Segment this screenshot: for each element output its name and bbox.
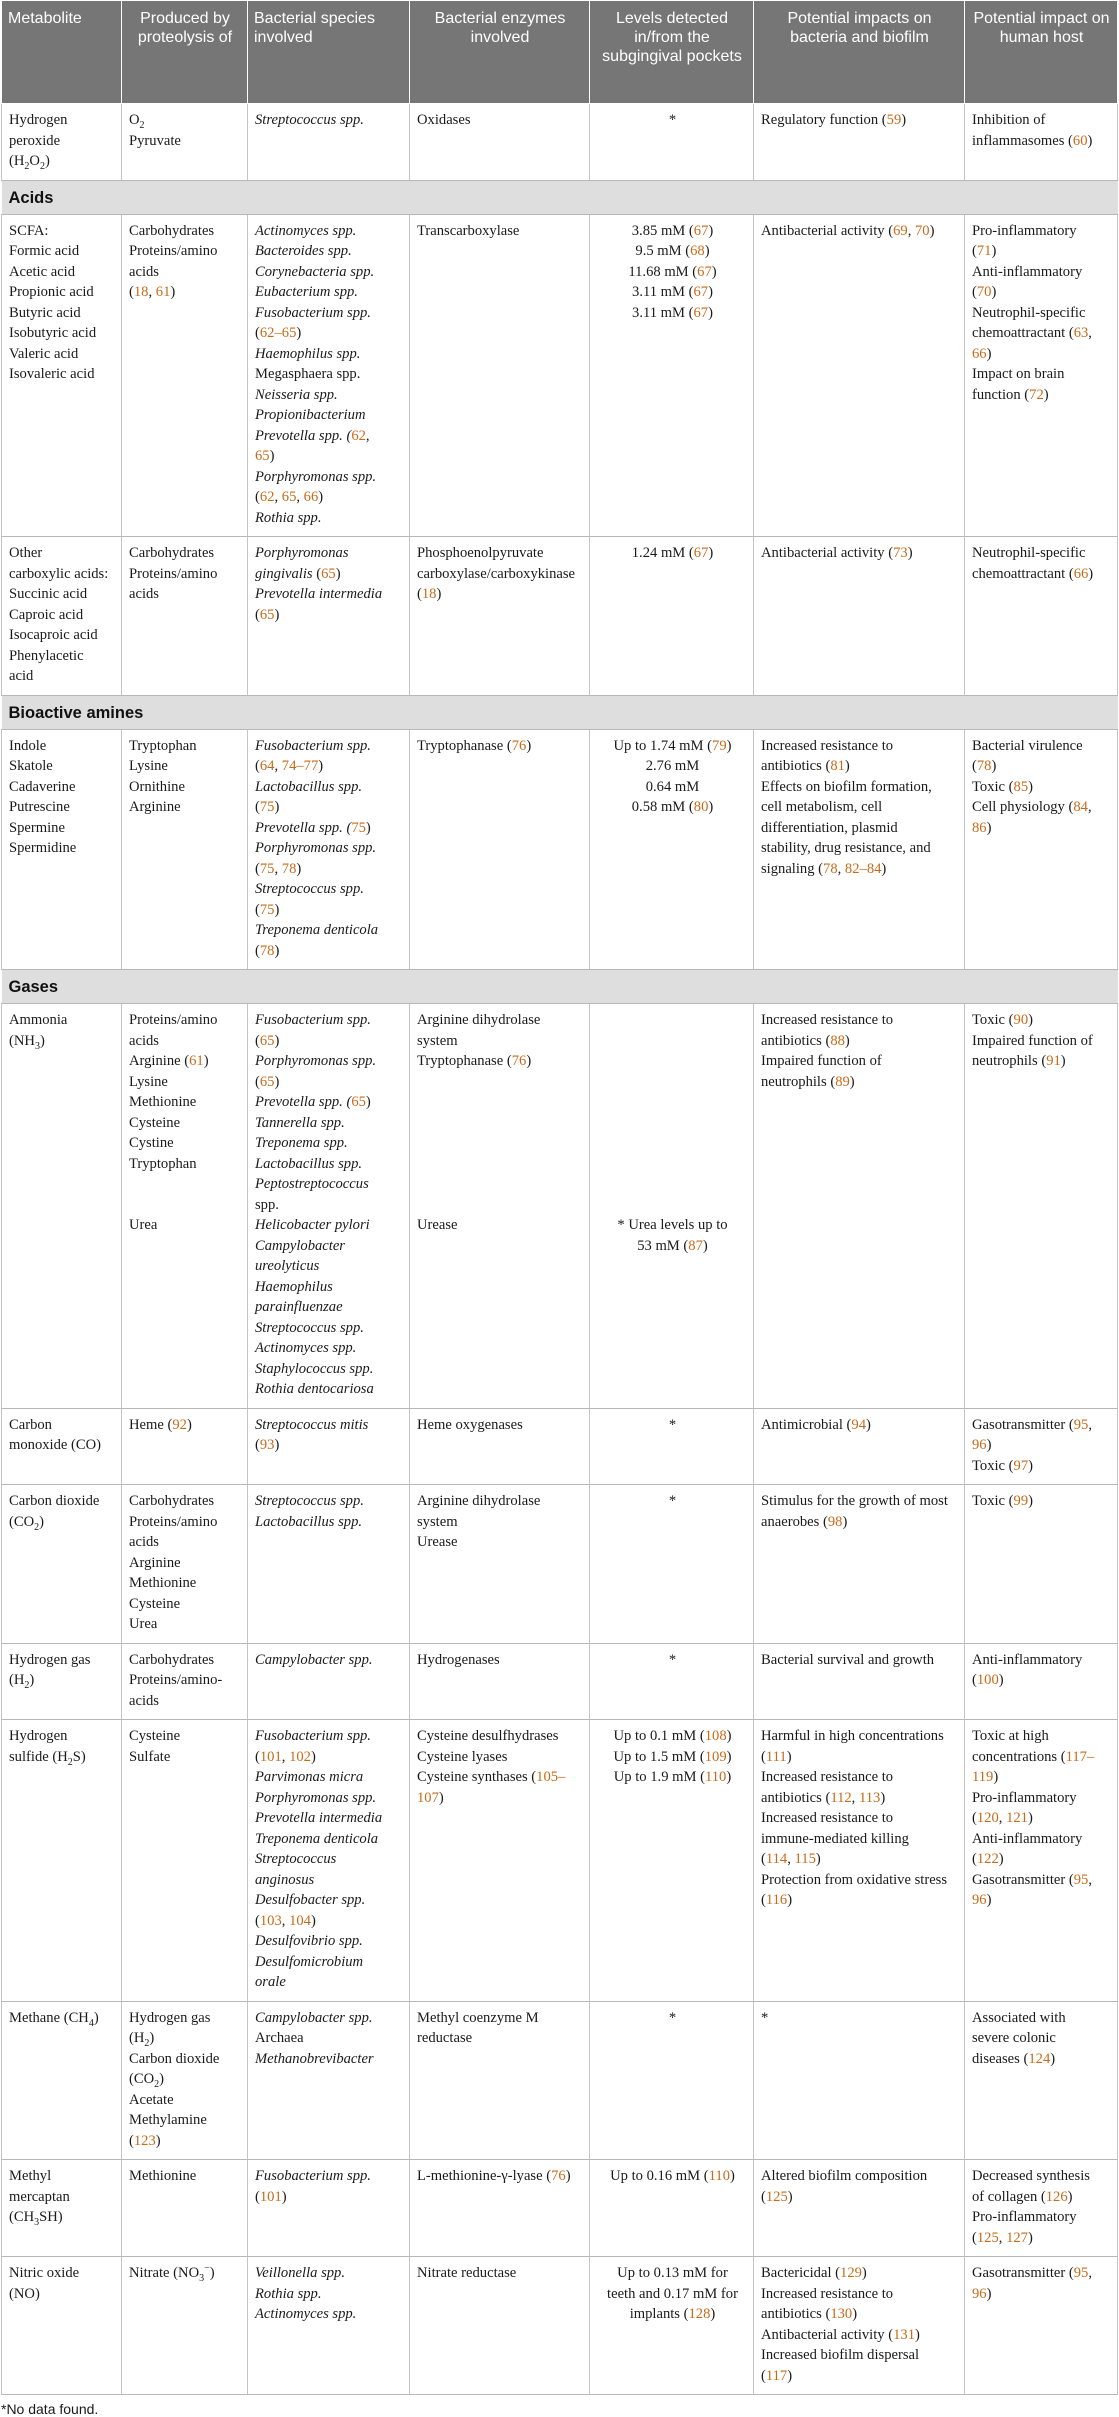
section-row-gases <box>2 970 1118 1004</box>
cell-impact-host: Toxic at high concentrations (117– 119) Pro-inflammatory (120, 121) Anti-inflammatory (122) Gasotransmitter (95, 96) <box>965 1720 1118 2002</box>
table-footnote: *No data found. <box>1 2401 99 2417</box>
cell-produced-by: Heme (92) <box>122 1408 248 1485</box>
cell-impact-host: Decreased synthesis of collagen (126) Pro-inflammatory (125, 127) <box>965 2160 1118 2257</box>
section-title-gases: Gases <box>2 970 1118 1004</box>
cell-metabolite: Other carboxylic acids: Succinic acid Caproic acid Isocaproic acid Phenylacetic acid <box>2 537 122 696</box>
table-row <box>2 1004 1118 1409</box>
cell-impact-host: Anti-inflammatory (100) <box>965 1643 1118 1720</box>
cell-species: Streptococcus spp. Lactobacillus spp. <box>248 1485 410 1644</box>
cell-impact-bacteria: Regulatory function (59) <box>754 104 965 181</box>
table-row <box>2 1720 1118 2002</box>
cell-levels: * <box>590 104 754 181</box>
cell-levels: * <box>590 1408 754 1485</box>
cell-impact-host: Gasotransmitter (95, 96) <box>965 2257 1118 2395</box>
cell-metabolite: Hydrogen gas $(H_2)$ <box>2 1643 122 1720</box>
cell-metabolite: Hydrogen peroxide $(H_2O_2)$ <box>2 104 122 181</box>
metabolites-table <box>1 0 1118 2395</box>
section-title-acids: Acids <box>2 180 1118 214</box>
cell-enzymes: L-methionine-γ-lyase (76) <box>410 2160 590 2257</box>
cell-levels: * <box>590 2001 754 2160</box>
header-bacterial-species: Bacterial species involved <box>248 1 410 104</box>
cell-levels: * <box>590 1485 754 1644</box>
cell-produced-by: Proteins/amino acids Arginine (61) Lysine Methionine Cysteine Cystine Tryptophan Urea <box>122 1004 248 1409</box>
cell-species: Streptococcus spp. <box>248 104 410 181</box>
cell-impact-bacteria: Harmful in high concentrations (111) Increased resistance to antibiotics (112, 113) Increased resistance to immune-mediated killing (114, 115) Protection from oxidative stress (116) <box>754 1720 965 2002</box>
cell-species: Campylobacter spp. Archaea Methanobrevibacter <box>248 2001 410 2160</box>
cell-impact-host: Toxic (90) Impaired function of neutrophils (91) <box>965 1004 1118 1409</box>
table-row <box>2 104 1118 181</box>
cell-enzymes: Arginine dihydrolase system Urease <box>410 1485 590 1644</box>
cell-enzymes: Transcarboxylase <box>410 214 590 537</box>
cell-enzymes: Oxidases <box>410 104 590 181</box>
section-row-amines <box>2 695 1118 729</box>
cell-produced-by: Cysteine Sulfate <box>122 1720 248 2002</box>
cell-produced-by: Carbohydrates Proteins/amino- acids <box>122 1643 248 1720</box>
cell-enzymes: Methyl coenzyme M reductase <box>410 2001 590 2160</box>
cell-impact-host: Associated with severe colonic diseases (124) <box>965 2001 1118 2160</box>
cell-metabolite: SCFA: Formic acid Acetic acid Propionic acid Butyric acid Isobutyric acid Valeric acid Isovaleric acid <box>2 214 122 537</box>
header-impact-host: Potential impact on human host <box>965 1 1118 104</box>
cell-levels: 3.85 mM (67) 9.5 mM (68) 11.68 mM (67) 3.11 mM (67) 3.11 mM (67) <box>590 214 754 537</box>
cell-produced-by: Nitrate $(NO_3^-)$ <box>122 2257 248 2395</box>
header-levels-detected: Levels detected in/from the subgingival pockets <box>590 1 754 104</box>
cell-enzymes: Nitrate reductase <box>410 2257 590 2395</box>
table-row <box>2 537 1118 696</box>
cell-produced-by: $O_2$ Pyruvate <box>122 104 248 181</box>
cell-levels: Up to 0.16 mM (110) <box>590 2160 754 2257</box>
cell-impact-bacteria: Increased resistance to antibiotics (81) Effects on biofilm formation, cell metabolism, cell differentiation, plasmid stability, drug resistance, and signaling (78, 82–84) <box>754 729 965 970</box>
cell-species: Veillonella spp. Rothia spp. Actinomyces spp. <box>248 2257 410 2395</box>
cell-levels: Up to 1.74 mM (79) 2.76 mM 0.64 mM 0.58 mM (80) <box>590 729 754 970</box>
cell-produced-by: Hydrogen gas $(H_2)$ Carbon dioxide $(CO_2)$ Acetate Methylamine (123) <box>122 2001 248 2160</box>
cell-levels: * Urea levels up to 53 mM (87) <box>590 1004 754 1409</box>
header-row <box>2 1 1118 104</box>
cell-impact-host: Neutrophil-specific chemoattractant (66) <box>965 537 1118 696</box>
cell-species: Fusobacterium spp. (101, 102) Parvimonas micra Porphyromonas spp. Prevotella intermedia Treponema denticola Streptococcus anginosus Desulfobacter spp. (103, 104) Desulfovibrio spp. Desulfomicrobium orale <box>248 1720 410 2002</box>
cell-impact-bacteria: Antibacterial activity (73) <box>754 537 965 696</box>
cell-impact-bacteria: Bacterial survival and growth <box>754 1643 965 1720</box>
cell-produced-by: Carbohydrates Proteins/amino acids (18, 61) <box>122 214 248 537</box>
cell-impact-host: Bacterial virulence (78) Toxic (85) Cell physiology (84, 86) <box>965 729 1118 970</box>
cell-produced-by: Carbohydrates Proteins/amino acids <box>122 537 248 696</box>
cell-species: Fusobacterium spp. (64, 74–77) Lactobacillus spp. (75) Prevotella spp. (75) Porphyromonas spp. (75, 78) Streptococcus spp. (75) Treponema denticola (78) <box>248 729 410 970</box>
cell-enzymes: Heme oxygenases <box>410 1408 590 1485</box>
cell-species: Actinomyces spp. Bacteroides spp. Corynebacteria spp. Eubacterium spp. Fusobacterium spp. (62–65) Haemophilus spp. Megasphaera spp. Neisseria spp. Propionibacterium Prevotella spp. (62, 65) Porphyromonas spp. (62, 65, 66) Rothia spp. <box>248 214 410 537</box>
cell-enzymes: Hydrogenases <box>410 1643 590 1720</box>
cell-impact-host: Pro-inflammatory (71) Anti-inflammatory (70) Neutrophil-specific chemoattractant (63, 66) Impact on brain function (72) <box>965 214 1118 537</box>
cell-levels: * <box>590 1643 754 1720</box>
table-row <box>2 2160 1118 2257</box>
cell-impact-bacteria: Stimulus for the growth of most anaerobes (98) <box>754 1485 965 1644</box>
header-produced-by: Produced by proteolysis of <box>122 1 248 104</box>
table-row <box>2 1408 1118 1485</box>
section-title-amines: Bioactive amines <box>2 695 1118 729</box>
table-row <box>2 729 1118 970</box>
cell-enzymes: Tryptophanase (76) <box>410 729 590 970</box>
cell-produced-by: Tryptophan Lysine Ornithine Arginine <box>122 729 248 970</box>
table-row <box>2 2257 1118 2395</box>
cell-impact-bacteria: Bactericidal (129) Increased resistance to antibiotics (130) Antibacterial activity (131) Increased biofilm dispersal (117) <box>754 2257 965 2395</box>
cell-metabolite: Hydrogen sulfide $(H_2S)$ <box>2 1720 122 2002</box>
section-row-acids <box>2 180 1118 214</box>
cell-levels: Up to 0.13 mM for teeth and 0.17 mM for implants (128) <box>590 2257 754 2395</box>
cell-metabolite: Carbon dioxide $(CO_2)$ <box>2 1485 122 1644</box>
cell-impact-bacteria: Increased resistance to antibiotics (88) Impaired function of neutrophils (89) <box>754 1004 965 1409</box>
cell-levels: Up to 0.1 mM (108) Up to 1.5 mM (109) Up to 1.9 mM (110) <box>590 1720 754 2002</box>
header-impacts-bacteria: Potential impacts on bacteria and biofilm <box>754 1 965 104</box>
cell-impact-host: Toxic (99) <box>965 1485 1118 1644</box>
cell-produced-by: Carbohydrates Proteins/amino acids Arginine Methionine Cysteine Urea <box>122 1485 248 1644</box>
table-row <box>2 1643 1118 1720</box>
cell-impact-bacteria: Antibacterial activity (69, 70) <box>754 214 965 537</box>
table-row <box>2 2001 1118 2160</box>
cell-metabolite: Indole Skatole Cadaverine Putrescine Spermine Spermidine <box>2 729 122 970</box>
cell-species: Porphyromonas gingivalis (65) Prevotella intermedia (65) <box>248 537 410 696</box>
cell-enzymes: Phosphoenolpyruvate carboxylase/carboxykinase (18) <box>410 537 590 696</box>
cell-species: Campylobacter spp. <box>248 1643 410 1720</box>
cell-impact-bacteria: * <box>754 2001 965 2160</box>
header-bacterial-enzymes: Bacterial enzymes involved <box>410 1 590 104</box>
cell-species: Fusobacterium spp. (101) <box>248 2160 410 2257</box>
table-row <box>2 214 1118 537</box>
cell-enzymes: Arginine dihydrolase system Tryptophanase (76) Urease <box>410 1004 590 1409</box>
cell-produced-by: Methionine <box>122 2160 248 2257</box>
header-metabolite: Metabolite <box>2 1 122 104</box>
cell-impact-host: Gasotransmitter (95, 96) Toxic (97) <box>965 1408 1118 1485</box>
cell-levels: 1.24 mM (67) <box>590 537 754 696</box>
cell-metabolite: Nitric oxide (NO) <box>2 2257 122 2395</box>
cell-metabolite: Methyl mercaptan $(CH_3SH)$ <box>2 2160 122 2257</box>
table-row <box>2 1485 1118 1644</box>
cell-enzymes: Cysteine desulfhydrases Cysteine lyases Cysteine synthases (105– 107) <box>410 1720 590 2002</box>
cell-species: Fusobacterium spp. (65) Porphyromonas spp. (65) Prevotella spp. (65) Tannerella spp. Treponema spp. Lactobacillus spp. Peptostreptococcus spp. Helicobacter pylori Campylobacter ureolyticus Haemophilus parainfluenzae Streptococcus spp. Actinomyces spp. Staphylococcus spp. Rothia dentocariosa <box>248 1004 410 1409</box>
cell-impact-host: Inhibition of inflammasomes (60) <box>965 104 1118 181</box>
cell-species: Streptococcus mitis (93) <box>248 1408 410 1485</box>
cell-metabolite: Methane $(CH_4)$ <box>2 2001 122 2160</box>
cell-metabolite: Carbon monoxide (CO) <box>2 1408 122 1485</box>
cell-metabolite: Ammonia $(NH_3)$ <box>2 1004 122 1409</box>
cell-impact-bacteria: Altered biofilm composition (125) <box>754 2160 965 2257</box>
cell-impact-bacteria: Antimicrobial (94) <box>754 1408 965 1485</box>
